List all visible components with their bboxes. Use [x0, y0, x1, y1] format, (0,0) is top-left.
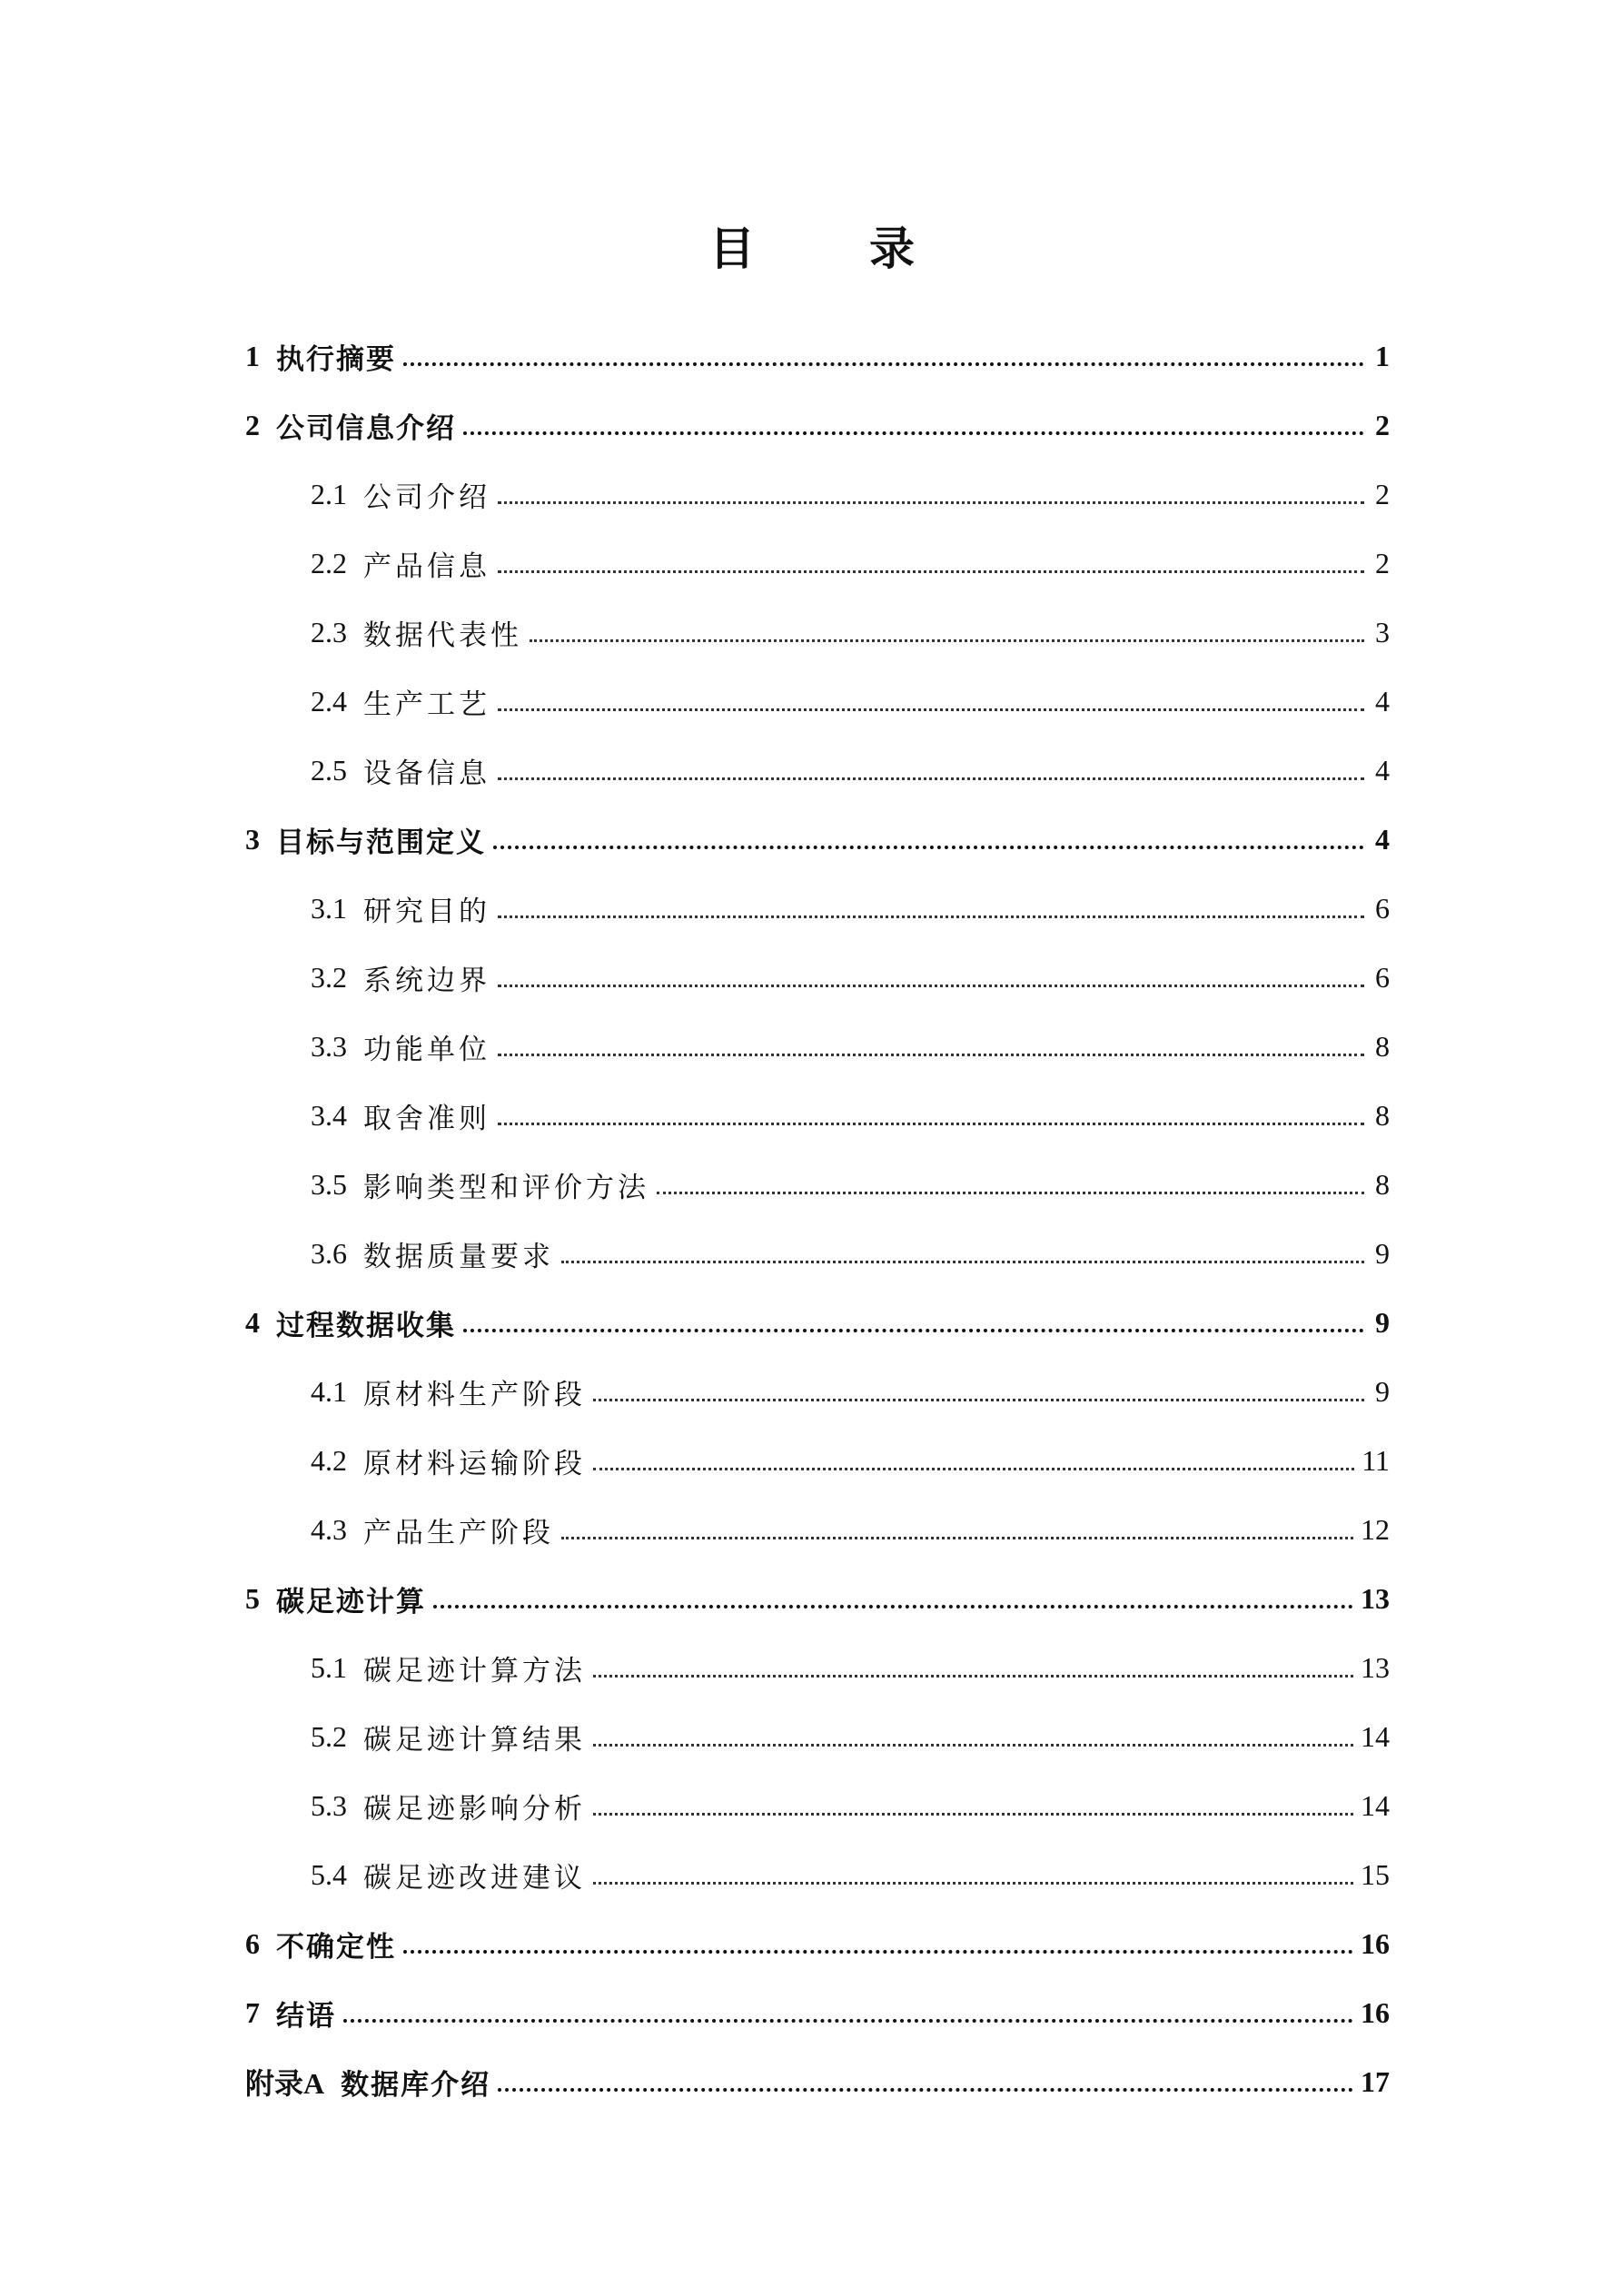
- entry-page-number: 17: [1361, 2064, 1390, 2098]
- entry-title: 公司介绍: [363, 480, 490, 514]
- entry-number: 2.3: [311, 615, 347, 648]
- dot-leader: [498, 570, 1364, 573]
- dot-leader: [593, 1468, 1354, 1470]
- entry-title: 数据质量要求: [363, 1240, 554, 1273]
- entry-title: 碳足迹计算方法: [363, 1654, 586, 1687]
- dot-leader: [498, 2088, 1353, 2092]
- dot-leader: [463, 1329, 1364, 1332]
- entry-page-number: 16: [1361, 1995, 1390, 2029]
- entry-number: 5.1: [311, 1650, 347, 1684]
- entry-page-number: 15: [1361, 1857, 1390, 1891]
- dot-leader: [561, 1537, 1353, 1539]
- entry-title: 执行摘要: [276, 342, 396, 376]
- entry-number: 2.1: [311, 477, 347, 510]
- toc-section-entry[interactable]: [245, 1150, 1390, 1219]
- toc-chapter-entry[interactable]: [245, 1288, 1390, 1357]
- toc-section-entry[interactable]: [245, 1426, 1390, 1495]
- entry-title: 碳足迹改进建议: [363, 1861, 586, 1895]
- entry-title: 设备信息: [363, 757, 490, 790]
- toc-section-entry[interactable]: [245, 1495, 1390, 1564]
- toc-section-entry[interactable]: [245, 943, 1390, 1012]
- entry-title: 碳足迹计算: [276, 1585, 426, 1618]
- dot-leader: [498, 1054, 1364, 1056]
- entry-title: 产品信息: [363, 549, 490, 583]
- dot-leader: [593, 1813, 1353, 1816]
- dot-leader: [498, 985, 1364, 987]
- page-title: 目 录: [709, 223, 949, 275]
- entry-number: 4.2: [311, 1443, 347, 1477]
- entry-number: 附录A: [245, 2067, 325, 2100]
- entry-number: 3.2: [311, 960, 347, 994]
- entry-title: 产品生产阶段: [363, 1516, 554, 1549]
- dot-leader: [530, 639, 1364, 642]
- dot-leader: [561, 1261, 1364, 1263]
- entry-title: 数据库介绍: [341, 2068, 491, 2102]
- dot-leader: [593, 1399, 1364, 1401]
- entry-title: 系统边界: [363, 964, 490, 997]
- toc-chapter-entry[interactable]: [245, 2047, 1390, 2116]
- entry-number: 2.5: [311, 753, 347, 787]
- dot-leader: [657, 1192, 1364, 1194]
- entry-page-number: 6: [1375, 891, 1390, 925]
- entry-number: 2.4: [311, 684, 347, 718]
- entry-page-number: 14: [1361, 1719, 1390, 1753]
- toc-chapter-entry[interactable]: [245, 1564, 1390, 1633]
- entry-number: 4: [245, 1305, 260, 1339]
- entry-page-number: 8: [1375, 1098, 1390, 1132]
- entry-page-number: 12: [1361, 1512, 1390, 1546]
- toc-section-entry[interactable]: [245, 460, 1390, 529]
- entry-page-number: 13: [1361, 1581, 1390, 1615]
- entry-title: 研究目的: [363, 895, 490, 928]
- toc-section-entry[interactable]: [245, 598, 1390, 667]
- entry-page-number: 2: [1375, 408, 1390, 441]
- entry-number: 4.1: [311, 1374, 347, 1408]
- dot-leader: [498, 1123, 1364, 1125]
- toc-section-entry[interactable]: [245, 1012, 1390, 1081]
- entry-page-number: 3: [1375, 615, 1390, 648]
- toc-section-entry[interactable]: [245, 1771, 1390, 1840]
- entry-number: 2.2: [311, 546, 347, 579]
- toc-section-entry[interactable]: [245, 529, 1390, 598]
- toc-section-entry[interactable]: [245, 1219, 1390, 1288]
- entry-number: 3.4: [311, 1098, 347, 1132]
- entry-number: 5.4: [311, 1857, 347, 1891]
- dot-leader: [493, 846, 1364, 849]
- entry-number: 3.5: [311, 1167, 347, 1201]
- entry-page-number: 4: [1375, 822, 1390, 856]
- toc-chapter-entry[interactable]: [245, 805, 1390, 874]
- entry-page-number: 6: [1375, 960, 1390, 994]
- toc-section-entry[interactable]: [245, 1081, 1390, 1150]
- entry-title: 原材料生产阶段: [363, 1378, 586, 1411]
- entry-title: 过程数据收集: [276, 1309, 456, 1342]
- entry-page-number: 9: [1375, 1236, 1390, 1270]
- dot-leader: [498, 501, 1364, 504]
- entry-number: 3.3: [311, 1029, 347, 1063]
- entry-title: 公司信息介绍: [276, 411, 456, 445]
- entry-title: 结语: [276, 1999, 336, 2033]
- toc-chapter-entry[interactable]: [245, 391, 1390, 460]
- toc-section-entry[interactable]: [245, 1840, 1390, 1909]
- entry-title: 目标与范围定义: [276, 826, 486, 859]
- entry-number: 3.1: [311, 891, 347, 925]
- toc-chapter-entry[interactable]: [245, 1909, 1390, 1978]
- entry-page-number: 2: [1375, 546, 1390, 579]
- entry-page-number: 2: [1375, 477, 1390, 510]
- entry-number: 7: [245, 1995, 260, 2029]
- entry-number: 5.3: [311, 1788, 347, 1822]
- entry-title: 原材料运输阶段: [363, 1447, 586, 1480]
- entry-title: 取舍准则: [363, 1102, 490, 1135]
- dot-leader: [498, 708, 1364, 711]
- entry-number: 4.3: [311, 1512, 347, 1546]
- entry-title: 影响类型和评价方法: [363, 1171, 649, 1204]
- entry-page-number: 1: [1375, 339, 1390, 372]
- toc-chapter-entry[interactable]: [245, 1978, 1390, 2047]
- dot-leader: [593, 1675, 1353, 1677]
- toc-section-entry[interactable]: [245, 667, 1390, 736]
- entry-title: 碳足迹计算结果: [363, 1723, 586, 1757]
- entry-page-number: 13: [1361, 1650, 1390, 1684]
- toc-section-entry[interactable]: [245, 1702, 1390, 1771]
- toc-section-entry[interactable]: [245, 1357, 1390, 1426]
- entry-number: 3: [245, 822, 260, 856]
- entry-title: 功能单位: [363, 1033, 490, 1066]
- entry-page-number: 4: [1375, 753, 1390, 787]
- toc-section-entry[interactable]: [245, 1633, 1390, 1702]
- entry-number: 3.6: [311, 1236, 347, 1270]
- toc-section-entry[interactable]: [245, 874, 1390, 943]
- entry-page-number: 8: [1375, 1167, 1390, 1201]
- dot-leader: [593, 1744, 1353, 1747]
- entry-title: 不确定性: [276, 1930, 396, 1964]
- dot-leader: [403, 362, 1364, 366]
- dot-leader: [433, 1605, 1353, 1608]
- entry-page-number: 14: [1361, 1788, 1390, 1822]
- entry-page-number: 16: [1361, 1926, 1390, 1960]
- dot-leader: [343, 2019, 1353, 2023]
- dot-leader: [498, 777, 1364, 780]
- entry-title: 数据代表性: [363, 619, 522, 652]
- entry-title: 生产工艺: [363, 688, 490, 721]
- dot-leader: [403, 1950, 1353, 1954]
- entry-page-number: 11: [1362, 1443, 1390, 1477]
- entry-number: 5.2: [311, 1719, 347, 1753]
- entry-number: 1: [245, 339, 260, 372]
- entry-page-number: 9: [1375, 1305, 1390, 1339]
- entry-page-number: 4: [1375, 684, 1390, 718]
- dot-leader: [498, 915, 1364, 918]
- dot-leader: [593, 1882, 1353, 1885]
- entry-page-number: 8: [1375, 1029, 1390, 1063]
- table-of-contents: [245, 322, 1390, 2116]
- toc-chapter-entry[interactable]: [245, 322, 1390, 391]
- dot-leader: [463, 431, 1364, 435]
- entry-page-number: 9: [1375, 1374, 1390, 1408]
- entry-title: 碳足迹影响分析: [363, 1792, 586, 1826]
- toc-section-entry[interactable]: [245, 736, 1390, 805]
- entry-number: 5: [245, 1581, 260, 1615]
- entry-number: 2: [245, 408, 260, 441]
- entry-number: 6: [245, 1926, 260, 1960]
